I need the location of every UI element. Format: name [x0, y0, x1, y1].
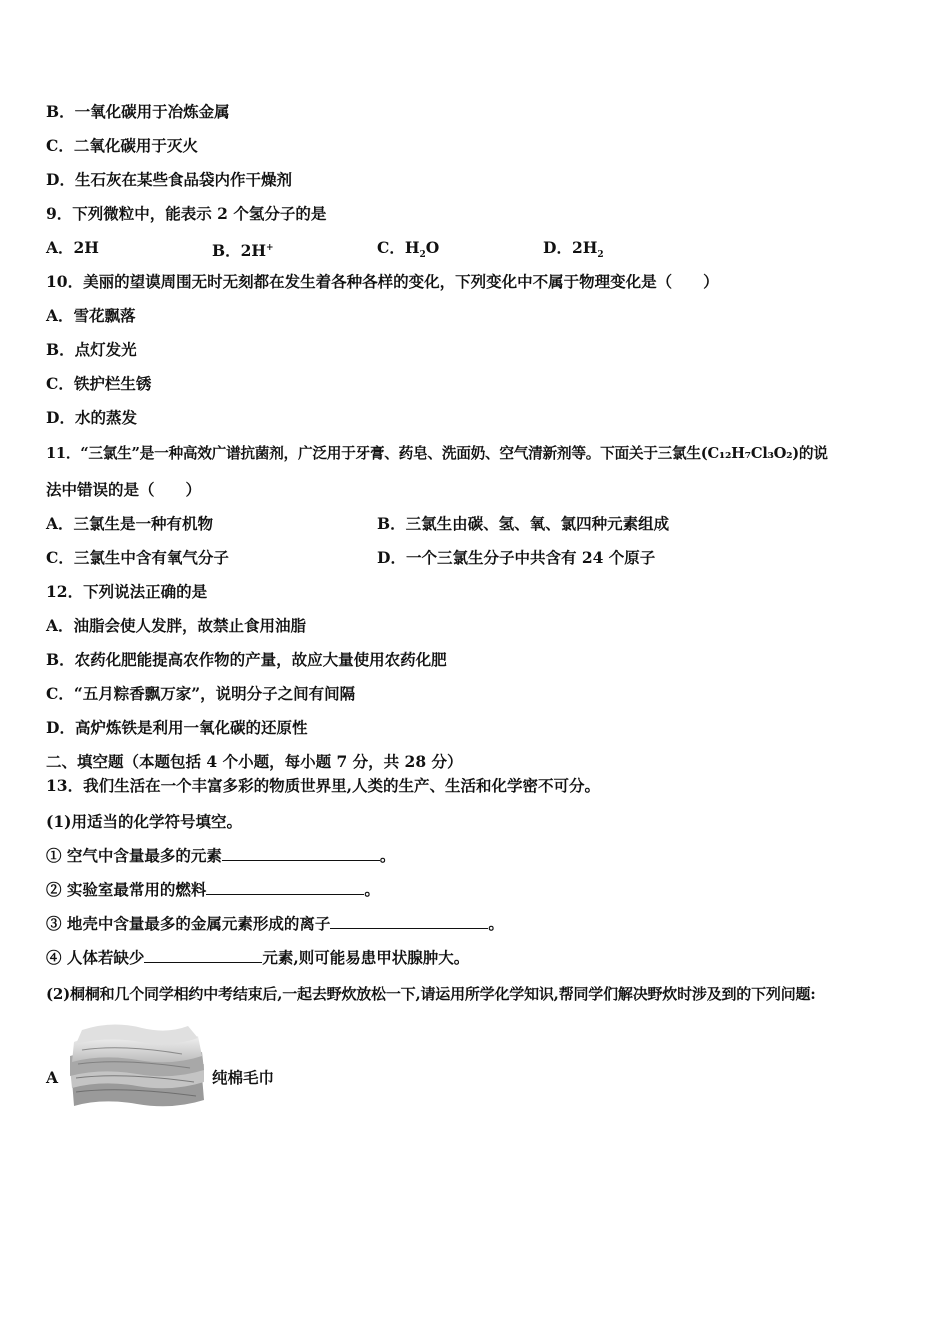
- q8-option-b: B．一氧化碳用于冶炼金属: [46, 102, 230, 121]
- item-a-label: A: [46, 1068, 59, 1087]
- q11-stem-line2: 法中错误的是（ ）: [46, 480, 202, 499]
- answer-blank-2[interactable]: [206, 880, 364, 895]
- q13-stem: 13．我们生活在一个丰富多彩的物质世界里,人类的生产、生活和化学密不可分。: [46, 776, 600, 795]
- q10-stem: 10．美丽的望谟周围无时无刻都在发生着各种各样的变化，下列变化中不属于物理变化是（ ）: [46, 272, 719, 291]
- q8-option-c: C．二氧化碳用于灭火: [46, 136, 198, 155]
- q11-option-c: C．三氯生中含有氧气分子: [46, 548, 229, 567]
- q10-option-a: A．雪花飘落: [46, 306, 136, 325]
- q13-item-3: ③ 地壳中含量最多的金属元素形成的离子 。: [46, 914, 504, 933]
- q9-option-c: C．$H_2O$: [377, 238, 440, 261]
- q9-stem: 9．下列微粒中，能表示 2 个氢分子的是: [46, 204, 327, 223]
- answer-blank-4[interactable]: [144, 948, 262, 963]
- answer-blank-3[interactable]: [330, 914, 488, 929]
- q9-option-b: B．2H+: [212, 241, 274, 261]
- q11-option-b: B．三氯生由碳、氢、氧、氯四种元素组成: [377, 514, 670, 533]
- q8-option-d: D．生石灰在某些食品袋内作干燥剂: [46, 170, 292, 189]
- q12-option-b: B．农药化肥能提高农作物的产量，故应大量使用农药化肥: [46, 650, 447, 669]
- answer-blank-1[interactable]: [222, 846, 380, 861]
- q12-stem: 12．下列说法正确的是: [46, 582, 208, 601]
- q10-option-d: D．水的蒸发: [46, 408, 137, 427]
- q9-option-d: D．$2H_2$: [543, 238, 604, 261]
- q12-option-c: C．“五月粽香飘万家”，说明分子之间有间隔: [46, 684, 356, 703]
- q10-option-c: C．铁护栏生锈: [46, 374, 152, 393]
- q12-option-d: D．高炉炼铁是利用一氧化碳的还原性: [46, 718, 308, 737]
- cotton-towel-image: [62, 1020, 212, 1110]
- q9-option-a: A．2H: [46, 238, 99, 257]
- q10-option-b: B．点灯发光: [46, 340, 137, 359]
- q11-option-d: D．一个三氯生分子中共含有 24 个原子: [377, 548, 656, 567]
- item-a-name: 纯棉毛巾: [212, 1068, 275, 1087]
- q12-option-a: A．油脂会使人发胖，故禁止食用油脂: [46, 616, 307, 635]
- q13-part2: (2)桐桐和几个同学相约中考结束后,一起去野炊放松一下,请运用所学化学知识,帮同学们解决野炊时涉及到的下列问题:: [46, 985, 816, 1003]
- q13-item-4: ④ 人体若缺少 元素,则可能易患甲状腺肿大。: [46, 948, 470, 967]
- q13-item-2: ② 实验室最常用的燃料 。: [46, 880, 380, 899]
- q13-item-1: ① 空气中含量最多的元素 。: [46, 846, 396, 865]
- q11-option-a: A．三氯生是一种有机物: [46, 514, 214, 533]
- q11-stem-line1: 11．“三氯生”是一种高效广谱抗菌剂，广泛用于牙膏、药皂、洗面奶、空气清新剂等。下面关于三氯生(C₁₂H₇Cl₃O₂)的说: [46, 445, 828, 462]
- section-2-title: 二、填空题（本题包括 4 个小题，每小题 7 分，共 28 分）: [46, 752, 463, 771]
- q13-part1: (1)用适当的化学符号填空。: [46, 812, 242, 831]
